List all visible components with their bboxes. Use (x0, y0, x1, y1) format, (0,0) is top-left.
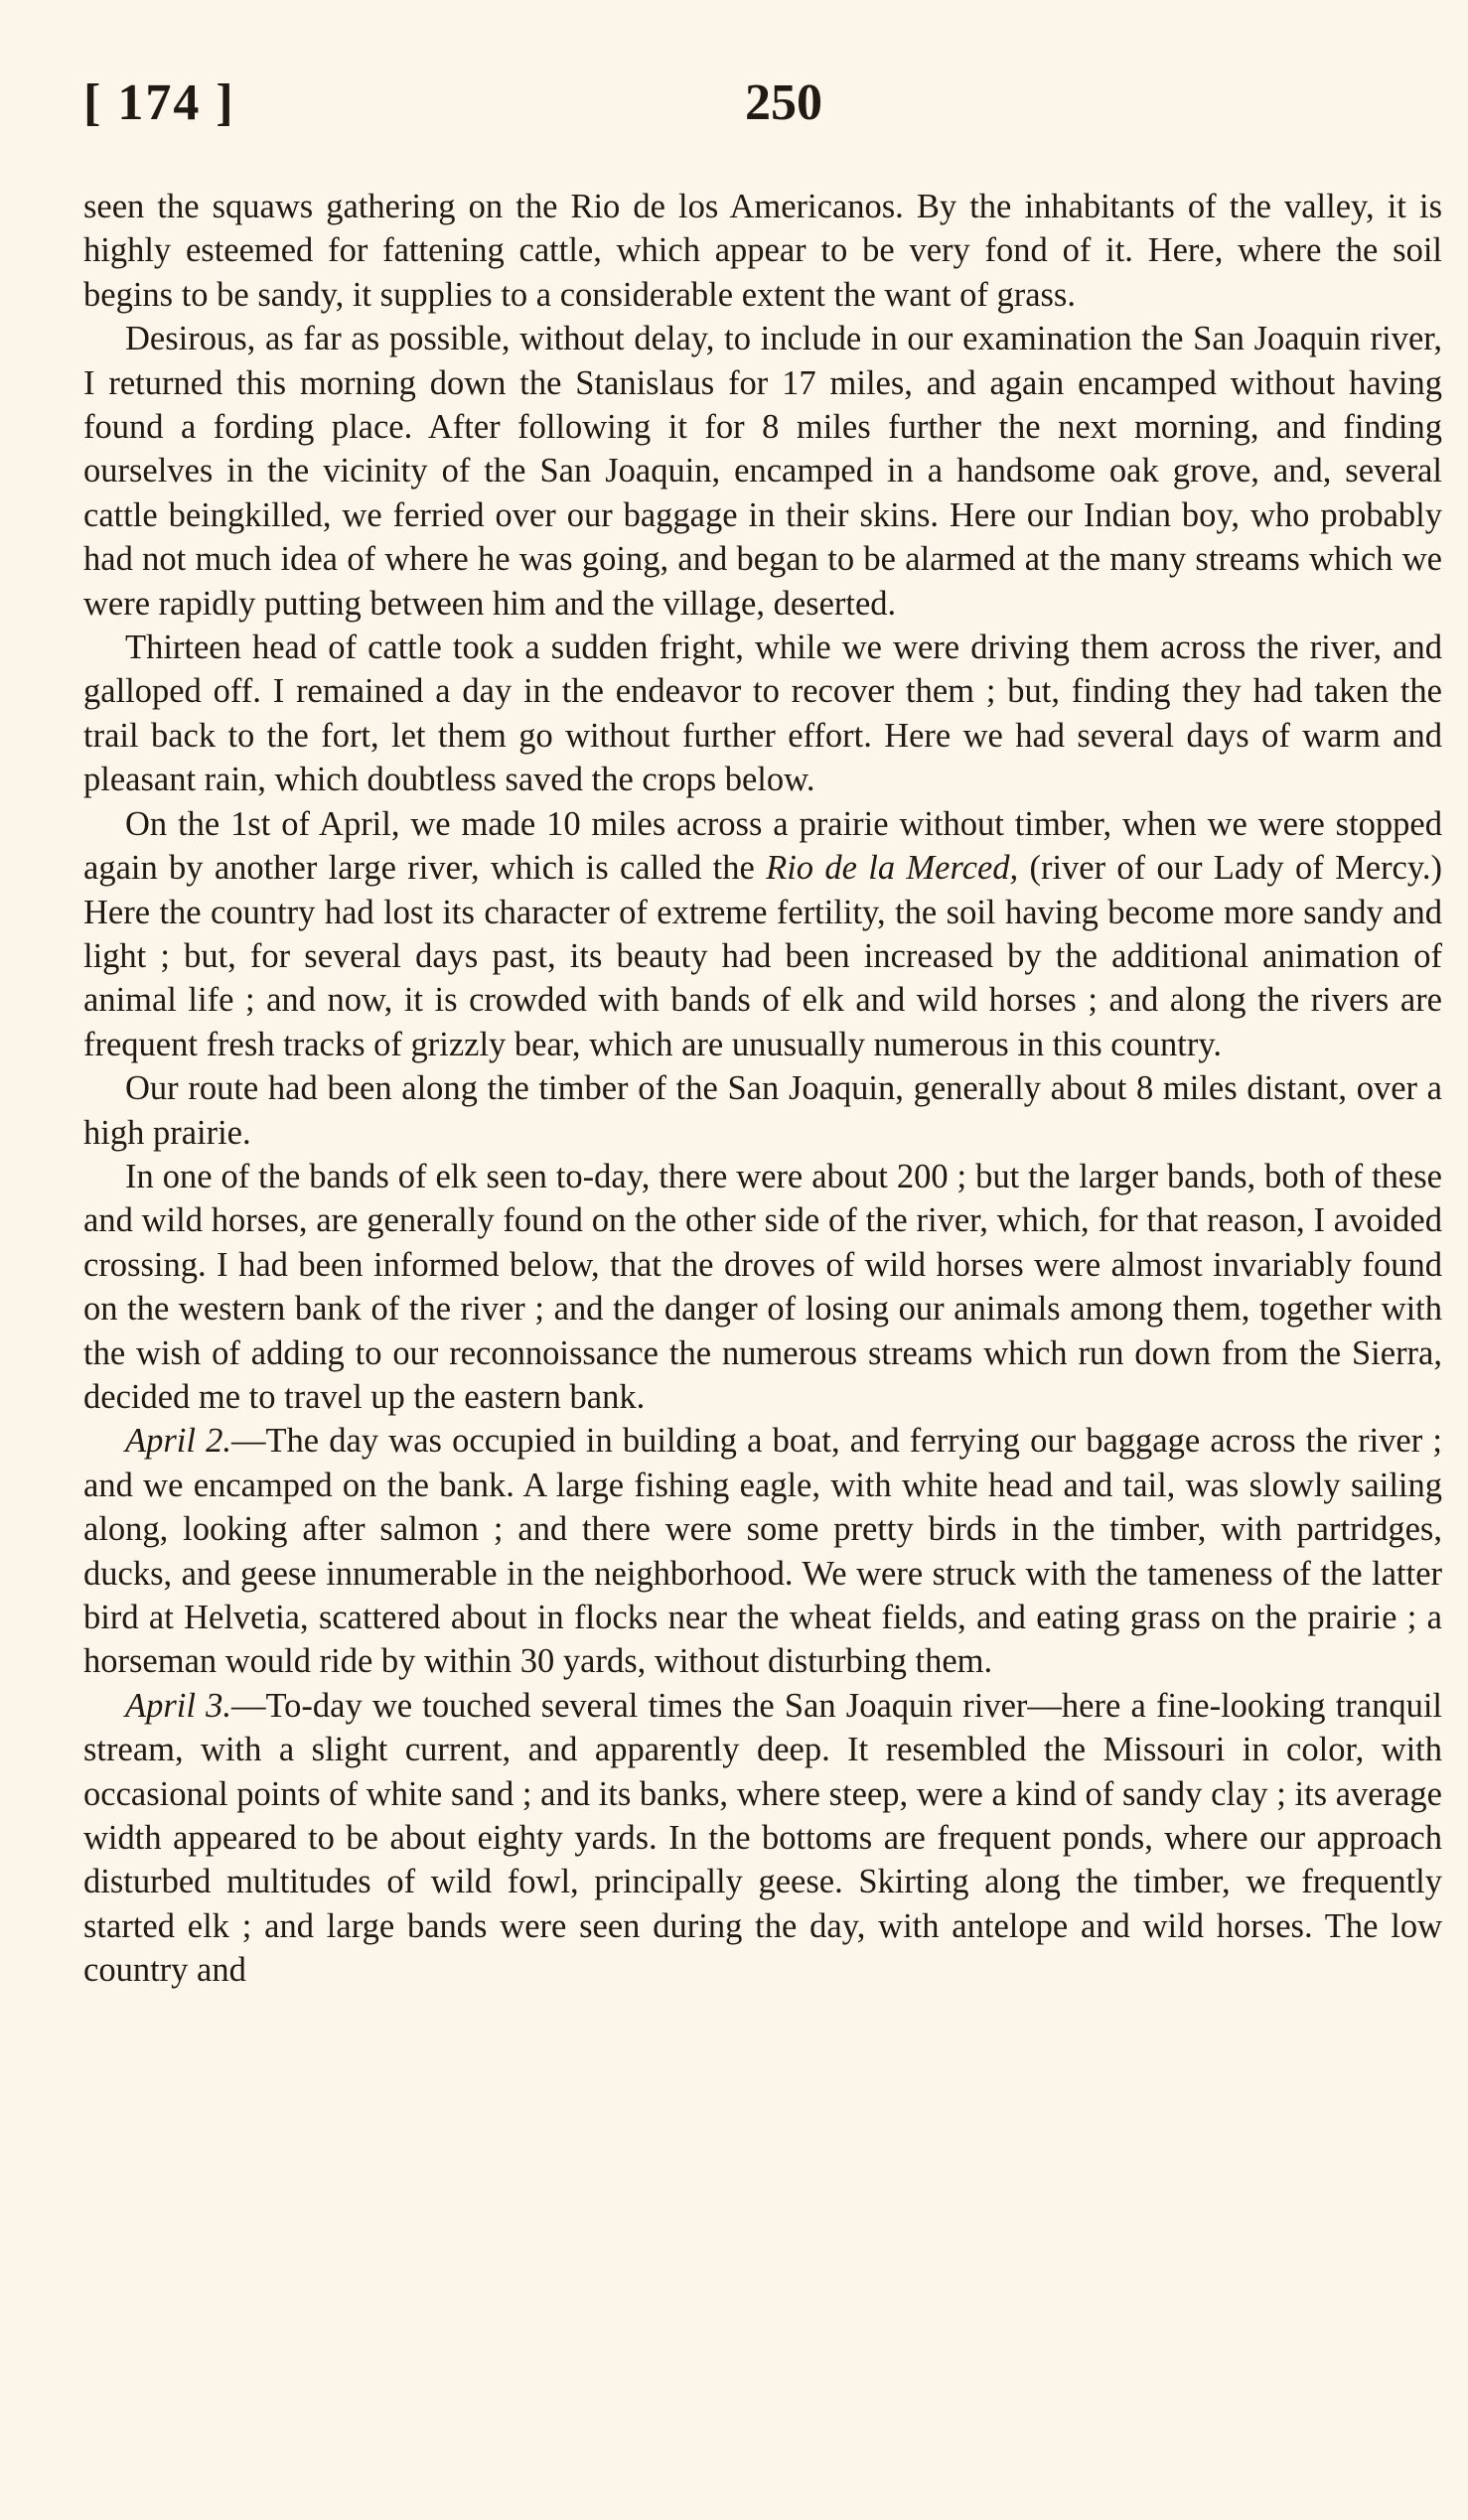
italic-river-name: Rio de la Merced, (766, 849, 1019, 888)
paragraph (83, 1155, 1442, 1419)
paragraph-text: Desirous, as far as possible, without delay, to include in our examination the San Joaquin river, I returned this morning down the Stanislaus for 17 miles, and again encamped without having found a fording place. After following it for 8 miles further the next morning, and finding ourselves in the vicinity of the San Joaquin, encamped in a handsome oak grove, and, several cattle beingkilled, we ferried over our baggage in their skins. Here our Indian boy, who probably had not much idea of where he was going, and began to be alarmed at the many streams which we were rapidly putting between him and the village, deserted. (83, 320, 1442, 623)
paragraph-text-post: (river of our Lady of Mercy.) Here the country had lost its character of extreme fertility, the soil having become more sandy and light ; but, for several days past, its beauty had been increased by the additional animation of animal life ; and now, it is crowded with bands of elk and wild horses ; and along the rivers are frequent fresh tracks of grizzly bear, which are unusually numerous in this country. (83, 849, 1442, 1063)
paragraph-text: —To-day we touched several times the San Joaquin river—here a fine-looking tranquil stream, with a slight current, and apparently deep. It resembled the Missouri in color, with occasional points of white sand ; and its banks, where steep, were a kind of sandy clay ; its average width appeared to be about eighty yards. In the bottoms are frequent ponds, where our approach disturbed multitudes of wild fowl, principally geese. Skirting along the timber, we frequently started elk ; and large bands were seen during the day, with antelope and wild horses. The low country and (83, 1686, 1442, 1990)
paragraph (83, 1419, 1442, 1683)
paragraph (83, 1066, 1442, 1155)
date-lead: April 3. (125, 1686, 231, 1725)
paragraph-text: Thirteen head of cattle took a sudden fright, while we were driving them across the river, and galloped off. I remained a day in the endeavor to recover them ; but, finding they had taken the trail back to the fort, let them go without further effort. Here we had several days of warm and pleasant rain, which doubtless saved the crops below. (83, 629, 1442, 799)
paragraph (83, 1684, 1442, 1993)
paragraph (83, 802, 1442, 1066)
date-lead: April 2. (125, 1422, 231, 1461)
page-number: 250 (745, 74, 822, 131)
bracketed-page-number: [ 174 ] (83, 74, 235, 131)
paragraph-text: —The day was occupied in building a boat, and ferrying our baggage across the river ; and we encamped on the bank. A large fishing eagle, with white head and tail, was slowly sailing along, looking after salmon ; and there were some pretty birds in the timber, with partridges, ducks, and geese innumerable in the neighborhood. We were struck with the tameness of the latter bird at Helvetia, scattered about in flocks near the wheat fields, and eating grass on the prairie ; a horseman would ride by within 30 yards, without disturbing them. (83, 1422, 1442, 1681)
paragraph-text-pre: On the 1st of April, we made 10 miles across a prairie without timber, when we were stopped again by another large river, which is called the (83, 804, 1442, 888)
paragraph (83, 185, 1442, 317)
body-text (83, 185, 1442, 1993)
paragraph-text: seen the squaws gathering on the Rio de los Americanos. By the inhabitants of the valley, it is highly esteemed for fattening cattle, which appear to be very fond of it. Here, where the soil begins to be sandy, it supplies to a considerable extent the want of grass. (83, 188, 1442, 314)
page-header (83, 73, 1408, 143)
paragraph (83, 626, 1442, 802)
paragraph-text: Our route had been along the timber of the San Joaquin, generally about 8 miles distant, over a high prairie. (83, 1069, 1442, 1152)
paragraph (83, 317, 1442, 626)
paragraph-text: In one of the bands of elk seen to-day, there were about 200 ; but the larger bands, both of these and wild horses, are generally found on the other side of the river, which, for that reason, I avoided crossing. I had been informed below, that the droves of wild horses were almost invariably found on the western bank of the river ; and the danger of losing our animals among them, together with the wish of adding to our reconnoissance the numerous streams which run down from the Sierra, decided me to travel up the eastern bank. (83, 1157, 1442, 1416)
